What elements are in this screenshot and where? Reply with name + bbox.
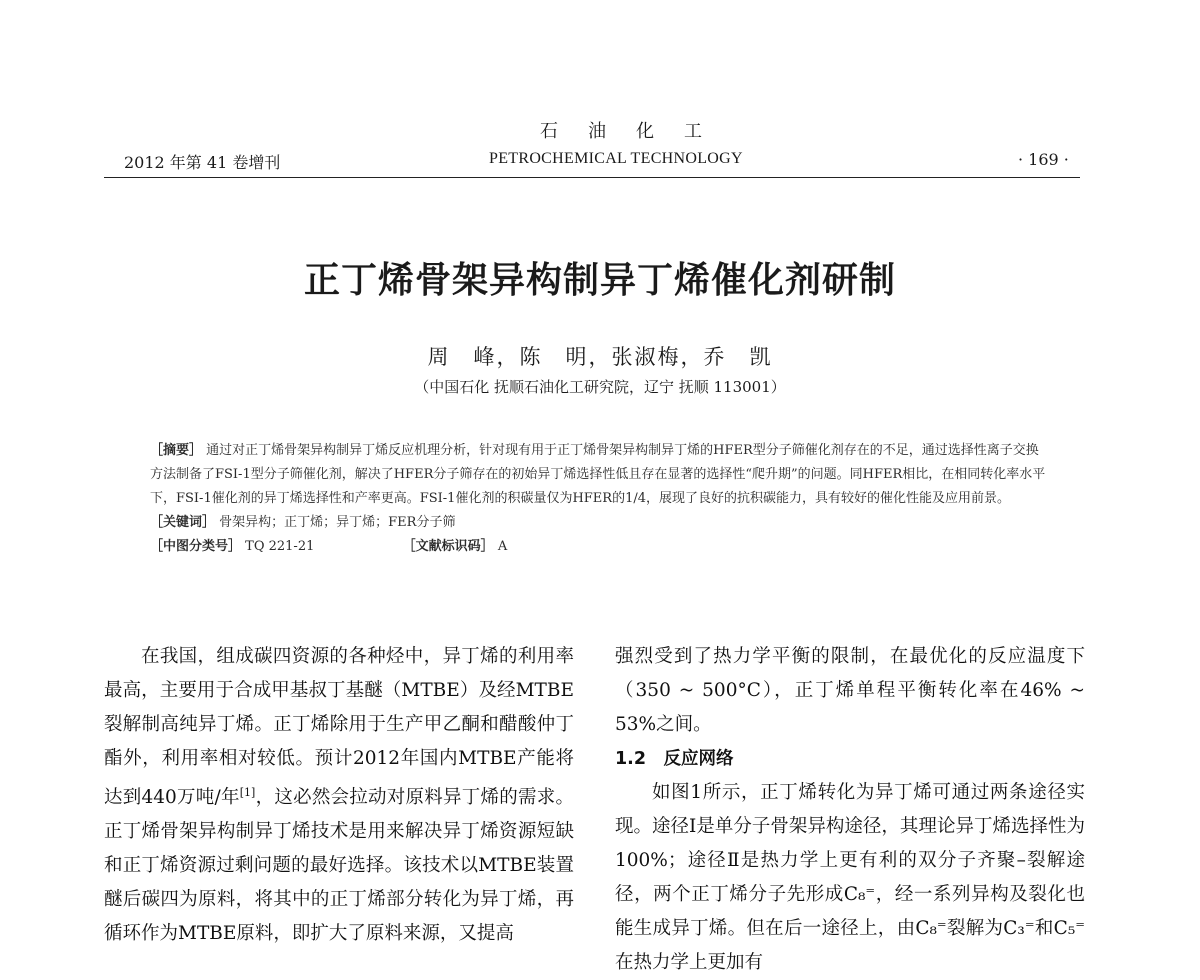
intro-text-1: 在我国，组成碳四资源的各种烃中，异丁烯的利用率最高，主要用于合成甲基叔丁基醚（MTBE）及经MTBE裂解制高纯异丁烯。正丁烯除用于生产甲乙酮和醋酸仲丁酯外，利用率相对较低。预计2012年国内MTBE产能将达到440万吨/年 (104, 646, 574, 809)
journal-name-cn: 石油化工 (540, 121, 732, 142)
issue-info: 2012 年第 41 卷增刊 (124, 153, 281, 172)
affiliation: （中国石化 抚顺石油化工研究院，辽宁 抚顺 113001） (414, 378, 786, 396)
doc-code-value: A (497, 539, 508, 554)
class-value: TQ 221-21 (245, 539, 315, 554)
abstract-text (150, 439, 1050, 511)
paper-title: 正丁烯骨架异构制异丁烯催化剂研制 (303, 260, 896, 301)
section-heading: 1.2 反应网络 (615, 749, 734, 769)
author-list: 周 峰，陈 明，张淑梅，乔 凯 (427, 345, 773, 369)
body-column-right (615, 640, 1085, 980)
network-paragraph: 如图1所示，正丁烯转化为异丁烯可通过两条途径实现。途径Ⅰ是单分子骨架异构途径，其理论异丁烯选择性为100%；途径Ⅱ是热力学上更有利的双分子齐聚–裂解途径，两个正丁烯分子先形成C₈⁼，经一系列异构及裂化也能生成异丁烯。但在后一途径上，由C₈⁼裂解为C₃⁼和C₅⁼在热力学上更加有 (615, 782, 1085, 973)
classification-line (150, 535, 1050, 559)
intro-text-2: ，这必然会拉动对原料异丁烯的需求。正丁烯骨架异构制异丁烯技术是用来解决异丁烯资源短缺和正丁烯资源过剩问题的最好选择。该技术以MTBE装置醚后碳四为原料，将其中的正丁烯部分转化为异丁烯，再循环作为MTBE原料，即扩大了原料来源，又提高 (104, 787, 574, 945)
abstract-block (150, 439, 1050, 559)
header-rule (104, 177, 1080, 178)
intro-paragraph (104, 640, 574, 951)
class-label: ［中图分类号］ (150, 539, 242, 554)
page-number: · 169 · (1018, 150, 1069, 169)
keywords-line (150, 511, 1050, 535)
keywords-label: ［关键词］ (150, 515, 216, 530)
abstract-body: 通过对正丁烯骨架异构制异丁烯反应机理分析，针对现有用于正丁烯骨架异构制异丁烯的HFER型分子筛催化剂存在的不足，通过选择性离子交换方法制备了FSI-1型分子筛催化剂，解决了HFER分子筛存在的初始异丁烯选择性低且存在显著的选择性“爬升期”的问题。同HFER相比，在相同转化率水平下，FSI-1催化剂的异丁烯选择性和产率更高。FSI-1催化剂的积碳量仅为HFER的1/4，展现了良好的抗积碳能力，具有较好的催化性能及应用前景。 (150, 443, 1046, 506)
thermo-paragraph: 强烈受到了热力学平衡的限制，在最优化的反应温度下（350 ~ 500°C），正丁烯单程平衡转化率在46% ~ 53%之间。 (615, 646, 1085, 735)
keywords: 骨架异构；正丁烯；异丁烯；FER分子筛 (219, 515, 456, 530)
citation-ref: [1] (239, 786, 256, 799)
body-column-left (104, 640, 574, 951)
journal-name-en: PETROCHEMICAL TECHNOLOGY (489, 150, 743, 167)
abstract-label: ［摘要］ (150, 443, 203, 458)
doc-code-label: ［文献标识码］ (402, 539, 494, 554)
